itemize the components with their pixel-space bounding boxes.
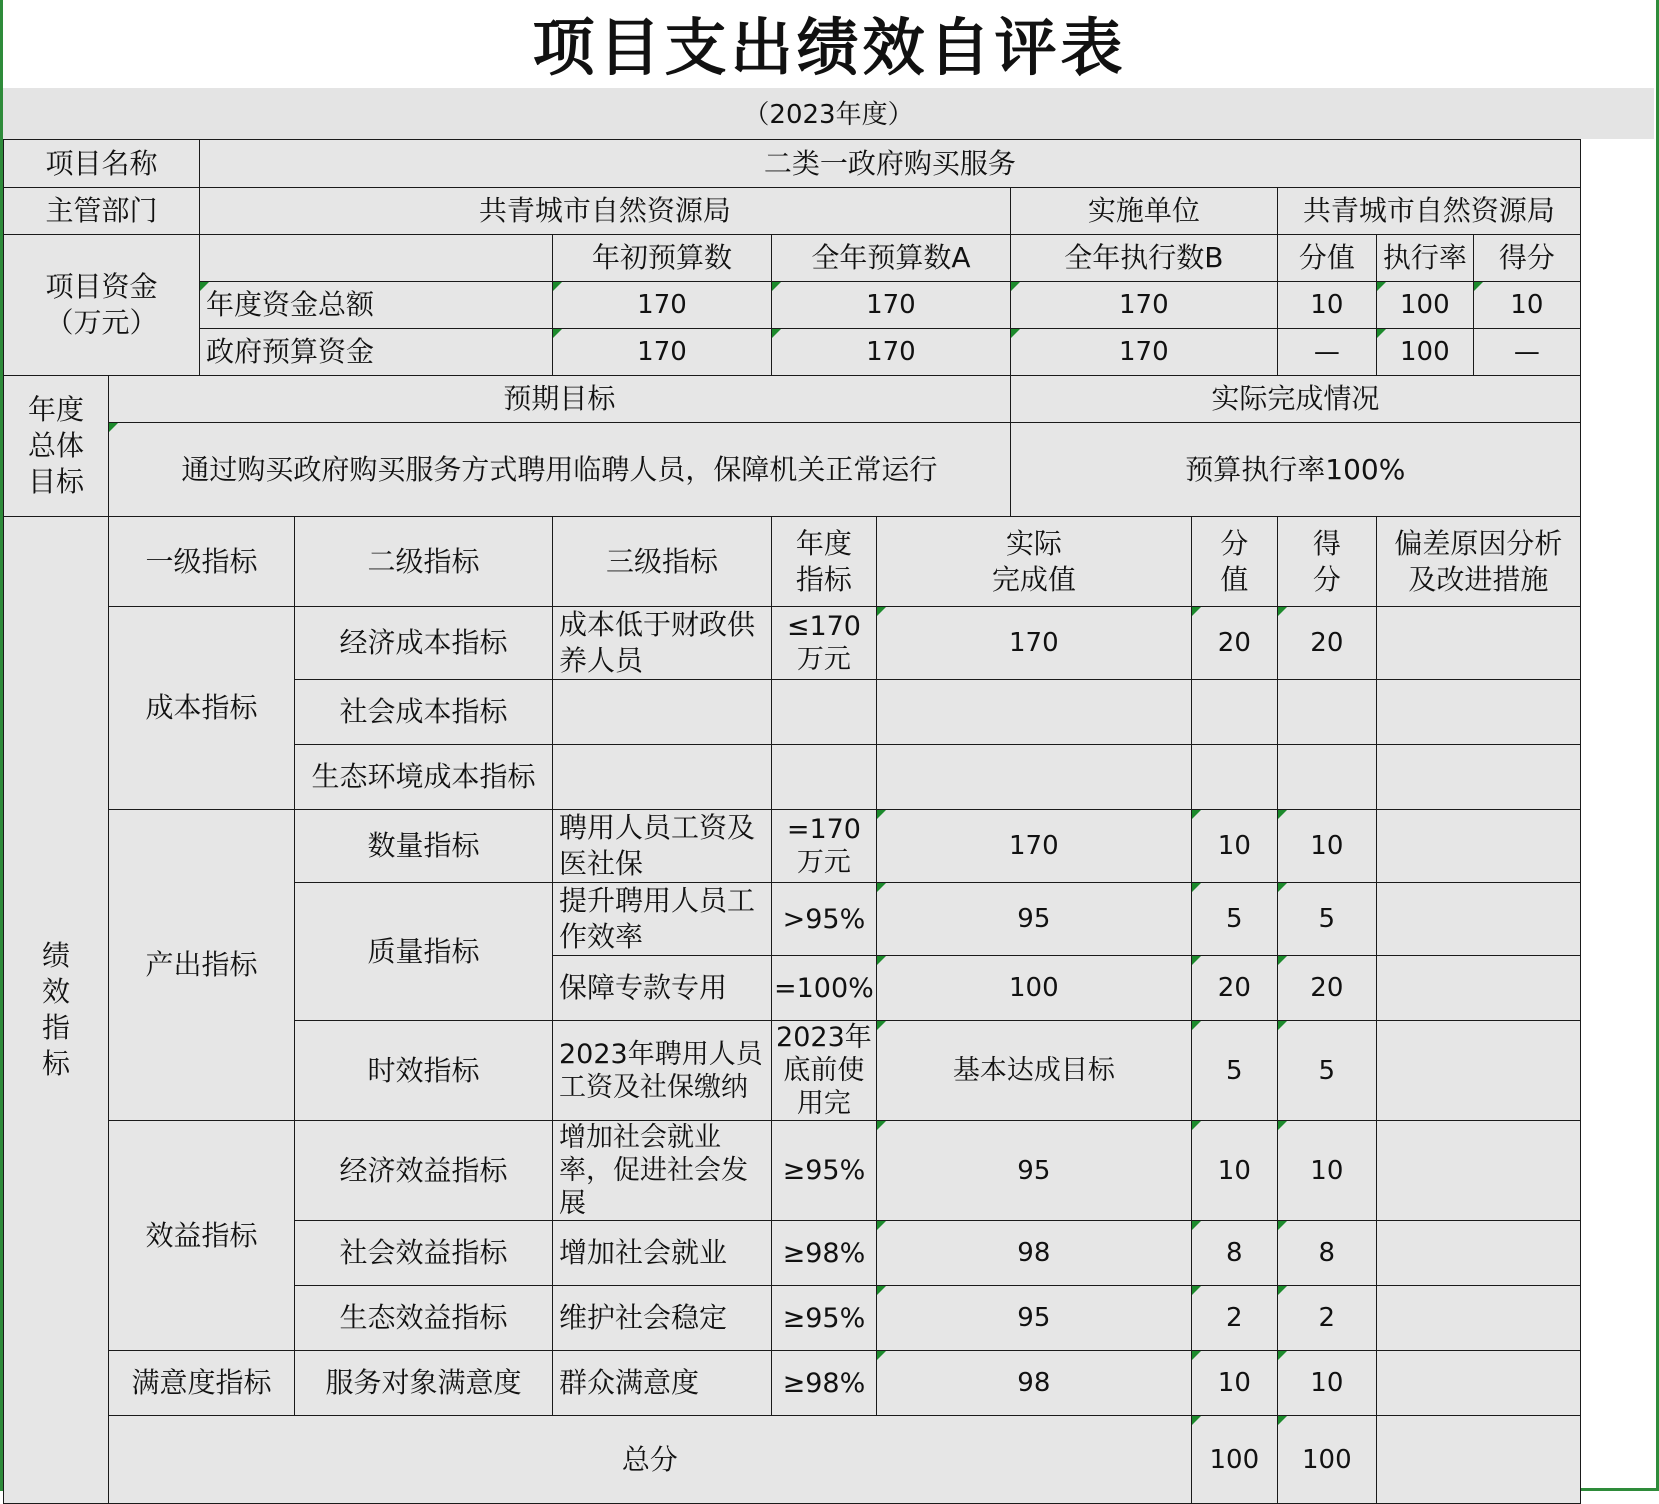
row-note[interactable] xyxy=(1376,883,1580,956)
row-score[interactable] xyxy=(1277,1351,1376,1416)
row-actual-text: 95 xyxy=(1017,1303,1051,1333)
row-level3[interactable]: 成本低于财政供养人员 xyxy=(553,607,772,680)
group-cost: 成本指标 xyxy=(109,607,295,810)
row-weight-text: 10 xyxy=(1217,1155,1251,1186)
row-actual[interactable] xyxy=(876,1351,1191,1416)
row-actual[interactable] xyxy=(876,745,1191,810)
row-target[interactable]: =100% xyxy=(772,956,877,1021)
cell-flag xyxy=(877,1021,886,1030)
row-level3[interactable]: 提升聘用人员工作效率 xyxy=(553,883,772,956)
row-actual[interactable] xyxy=(876,1286,1191,1351)
cell-flag xyxy=(1377,329,1386,338)
total-score[interactable] xyxy=(1277,1416,1376,1504)
cell-flag xyxy=(200,282,209,291)
funds-row-total-executed[interactable] xyxy=(1010,282,1277,329)
goals-label-line1: 年度 xyxy=(27,393,84,426)
cell-flag xyxy=(1377,282,1386,291)
row-level2[interactable]: 数量指标 xyxy=(295,810,553,883)
total-score-text: 100 xyxy=(1302,1444,1352,1475)
funds-row-gov-annual[interactable] xyxy=(772,329,1011,376)
indicators-side-label-2: 效 xyxy=(41,975,70,1008)
cell-flag xyxy=(1278,1121,1287,1130)
row-score-text: 8 xyxy=(1318,1238,1336,1268)
goals-label-line3: 目标 xyxy=(27,465,84,498)
cell-flag xyxy=(1474,282,1483,291)
funds-row-gov-score[interactable]: — xyxy=(1473,329,1580,376)
funds-label xyxy=(4,235,200,376)
row-target[interactable]: =170万元 xyxy=(772,810,877,883)
department-value[interactable]: 共青城市自然资源局 xyxy=(200,188,1011,235)
cell-flag xyxy=(1192,1286,1201,1295)
implementer-value[interactable]: 共青城市自然资源局 xyxy=(1277,188,1580,235)
row-target[interactable]: ≥98% xyxy=(772,1221,877,1286)
funds-label-line2: （万元） xyxy=(45,306,158,339)
row-level3[interactable]: 维护社会稳定 xyxy=(553,1286,772,1351)
cell-flag xyxy=(1192,810,1201,819)
cell-flag xyxy=(1278,883,1287,892)
header-actual-line2: 完成值 xyxy=(991,562,1076,596)
indicators-side-label-3: 指 xyxy=(41,1011,70,1044)
row-target[interactable]: ≤170万元 xyxy=(772,607,877,680)
row-actual-text: 170 xyxy=(1009,628,1059,658)
row-note[interactable] xyxy=(1376,1021,1580,1121)
row-score[interactable] xyxy=(1277,1286,1376,1351)
row-level2[interactable]: 经济成本指标 xyxy=(295,607,553,680)
indicators-side-label-1: 绩 xyxy=(41,939,70,972)
funds-row-total-rate[interactable] xyxy=(1376,282,1473,329)
cell-flag xyxy=(1192,1221,1201,1230)
header-note-line1: 偏差原因分析 xyxy=(1394,526,1563,560)
row-note[interactable] xyxy=(1376,1221,1580,1286)
goals-actual-value[interactable]: 预算执行率100% xyxy=(1010,423,1580,517)
project-name-value[interactable]: 二类一政府购买服务 xyxy=(200,140,1581,188)
cell-flag xyxy=(1278,1416,1287,1425)
row-actual[interactable] xyxy=(876,1121,1191,1221)
cell-flag xyxy=(1192,956,1201,965)
funds-row-total-score[interactable] xyxy=(1473,282,1580,329)
row-weight[interactable] xyxy=(1191,883,1277,956)
row-weight[interactable] xyxy=(1191,1021,1277,1121)
row-level3[interactable]: 聘用人员工资及医社保 xyxy=(553,810,772,883)
row-level3[interactable]: 2023年聘用人员工资及社保缴纳 xyxy=(553,1021,772,1121)
row-actual[interactable] xyxy=(876,1021,1191,1121)
header-weight-line1: 分 xyxy=(1220,526,1249,560)
total-note[interactable] xyxy=(1376,1416,1580,1504)
cell-flag xyxy=(109,423,118,432)
indicators-side-label xyxy=(4,517,109,1504)
cell-flag xyxy=(877,810,886,819)
row-target[interactable]: ≥95% xyxy=(772,1121,877,1221)
row-note[interactable] xyxy=(1376,810,1580,883)
cell-flag xyxy=(1278,1021,1287,1030)
header-target xyxy=(772,517,877,607)
row-note[interactable] xyxy=(1376,680,1580,745)
cell-flag xyxy=(877,607,886,616)
funds-row-gov-executed[interactable] xyxy=(1010,329,1277,376)
header-actual-line1: 实际 xyxy=(1005,526,1062,560)
goals-label xyxy=(4,376,109,517)
cell-flag xyxy=(877,883,886,892)
row-target[interactable]: >95% xyxy=(772,883,877,956)
header-weight-line2: 值 xyxy=(1220,562,1249,596)
row-level2[interactable]: 经济效益指标 xyxy=(295,1121,553,1221)
row-actual[interactable] xyxy=(876,607,1191,680)
header-score-line1: 得 xyxy=(1312,526,1341,560)
funds-row-gov-rate[interactable] xyxy=(1376,329,1473,376)
funds-row-total-score-text: 10 xyxy=(1510,290,1544,320)
funds-header-blank xyxy=(200,235,553,282)
row-score[interactable] xyxy=(1277,680,1376,745)
row-level2[interactable]: 时效指标 xyxy=(295,1021,553,1121)
funds-row-gov-name[interactable]: 政府预算资金 xyxy=(200,329,553,376)
row-score-text: 20 xyxy=(1310,628,1344,658)
row-score-text: 10 xyxy=(1310,1155,1344,1186)
funds-row-gov-annual-text: 170 xyxy=(866,337,916,367)
total-weight[interactable] xyxy=(1191,1416,1277,1504)
cell-flag xyxy=(1192,1351,1201,1360)
row-score[interactable] xyxy=(1277,810,1376,883)
cell-flag xyxy=(1192,883,1201,892)
funds-row-total-name[interactable] xyxy=(200,282,553,329)
total-weight-text: 100 xyxy=(1209,1444,1260,1475)
row-score-text: 20 xyxy=(1310,973,1344,1003)
row-level2[interactable]: 社会效益指标 xyxy=(295,1221,553,1286)
row-weight-text: 5 xyxy=(1226,1055,1243,1086)
indicators-side-label-4: 标 xyxy=(41,1047,70,1080)
row-actual-text: 100 xyxy=(1009,973,1059,1003)
row-note[interactable] xyxy=(1376,1351,1580,1416)
row-weight-text: 2 xyxy=(1226,1303,1243,1333)
row-weight[interactable] xyxy=(1191,1221,1277,1286)
department-label: 主管部门 xyxy=(4,188,200,235)
row-note[interactable] xyxy=(1376,745,1580,810)
header-note-line2: 及改进措施 xyxy=(1408,562,1549,596)
row-score[interactable] xyxy=(1277,1021,1376,1121)
row-weight[interactable] xyxy=(1191,956,1277,1021)
header-target-line2: 指标 xyxy=(795,562,852,596)
funds-label-line1: 项目资金 xyxy=(45,270,158,303)
row-score-text: 10 xyxy=(1310,1368,1344,1398)
funds-row-gov-initial-text: 170 xyxy=(637,337,687,367)
cell-flag xyxy=(877,1121,886,1130)
funds-row-gov-executed-text: 170 xyxy=(1119,337,1169,367)
row-level2[interactable]: 社会成本指标 xyxy=(295,680,553,745)
row-level3[interactable]: 增加社会就业率，促进社会发展 xyxy=(553,1121,772,1221)
cell-flag xyxy=(1192,1021,1201,1030)
row-actual[interactable] xyxy=(876,680,1191,745)
funds-row-gov-initial[interactable] xyxy=(553,329,772,376)
row-note[interactable] xyxy=(1376,1286,1580,1351)
row-weight[interactable] xyxy=(1191,745,1277,810)
row-score[interactable] xyxy=(1277,956,1376,1021)
row-weight[interactable] xyxy=(1191,607,1277,680)
row-note[interactable] xyxy=(1376,956,1580,1021)
funds-header-executed: 全年执行数B xyxy=(1010,235,1277,282)
funds-row-total-initial[interactable] xyxy=(553,282,772,329)
cell-flag xyxy=(772,282,781,291)
funds-row-gov-rate-text: 100 xyxy=(1400,337,1450,367)
funds-header-annual: 全年预算数A xyxy=(772,235,1011,282)
row-level2[interactable]: 质量指标 xyxy=(295,883,553,1021)
header-note xyxy=(1376,517,1580,607)
cell-flag xyxy=(1278,956,1287,965)
page-title: 项目支出绩效自评表 xyxy=(532,11,1127,84)
row-level3[interactable] xyxy=(553,680,772,745)
cell-flag xyxy=(1192,607,1201,616)
cell-flag xyxy=(1278,1286,1287,1295)
header-level2: 二级指标 xyxy=(295,517,553,607)
row-actual[interactable] xyxy=(876,883,1191,956)
header-score-line2: 分 xyxy=(1312,562,1341,596)
row-note[interactable] xyxy=(1376,607,1580,680)
row-weight[interactable] xyxy=(1191,1286,1277,1351)
row-target[interactable]: 2023年底前使用完 xyxy=(772,1021,877,1121)
row-actual-text: 95 xyxy=(1017,904,1051,934)
cell-flag xyxy=(1011,282,1020,291)
row-actual-text: 98 xyxy=(1017,1368,1051,1398)
goals-label-line2: 总体 xyxy=(27,429,84,462)
cell-flag xyxy=(1278,1351,1287,1360)
row-level3[interactable]: 增加社会就业 xyxy=(553,1221,772,1286)
row-weight-text: 20 xyxy=(1217,628,1251,658)
header-level1: 一级指标 xyxy=(109,517,295,607)
group-satisfaction: 满意度指标 xyxy=(109,1351,295,1416)
funds-row-total-annual[interactable] xyxy=(772,282,1011,329)
project-name-label: 项目名称 xyxy=(4,140,200,188)
row-actual-text: 基本达成目标 xyxy=(952,1055,1115,1086)
funds-row-total-rate-text: 100 xyxy=(1400,290,1450,320)
header-target-line1: 年度 xyxy=(795,526,852,560)
cell-flag xyxy=(553,329,562,338)
row-weight[interactable] xyxy=(1191,1121,1277,1221)
cell-flag xyxy=(553,282,562,291)
row-weight-text: 20 xyxy=(1217,973,1251,1003)
cell-flag xyxy=(877,1351,886,1360)
cell-flag xyxy=(877,956,886,965)
implementer-label: 实施单位 xyxy=(1010,188,1277,235)
goals-expected-label: 预期目标 xyxy=(109,376,1011,423)
row-actual-text: 95 xyxy=(1017,1155,1051,1186)
cell-flag xyxy=(1192,1416,1201,1425)
header-score xyxy=(1277,517,1376,607)
row-weight-text: 10 xyxy=(1217,831,1251,861)
funds-row-total-annual-text: 170 xyxy=(866,290,916,320)
row-score[interactable] xyxy=(1277,745,1376,810)
row-level3[interactable]: 群众满意度 xyxy=(553,1351,772,1416)
funds-row-total-weight[interactable]: 10 xyxy=(1277,282,1376,329)
funds-row-total-name-text: 年度资金总额 xyxy=(206,288,375,321)
goals-expected-text: 通过购买政府购买服务方式聘用临聘人员，保障机关正常运行 xyxy=(181,452,938,486)
row-score[interactable] xyxy=(1277,1221,1376,1286)
row-actual-text: 170 xyxy=(1009,831,1059,861)
funds-row-total-initial-text: 170 xyxy=(637,290,687,320)
cell-flag xyxy=(877,1221,886,1230)
total-label: 总分 xyxy=(109,1416,1192,1504)
row-score[interactable] xyxy=(1277,1121,1376,1221)
row-actual[interactable] xyxy=(876,1221,1191,1286)
row-level2[interactable]: 生态效益指标 xyxy=(295,1286,553,1351)
header-weight xyxy=(1191,517,1277,607)
row-level2[interactable]: 服务对象满意度 xyxy=(295,1351,553,1416)
cell-flag xyxy=(772,329,781,338)
funds-row-gov-weight[interactable]: — xyxy=(1277,329,1376,376)
group-output: 产出指标 xyxy=(109,810,295,1121)
funds-header-score: 得分 xyxy=(1473,235,1580,282)
evaluation-table xyxy=(3,139,1581,1504)
row-target[interactable] xyxy=(772,680,877,745)
cell-flag xyxy=(1278,1221,1287,1230)
row-weight-text: 10 xyxy=(1217,1368,1251,1398)
row-weight[interactable] xyxy=(1191,680,1277,745)
row-score[interactable] xyxy=(1277,883,1376,956)
row-level3[interactable] xyxy=(553,745,772,810)
header-level3: 三级指标 xyxy=(553,517,772,607)
row-note[interactable] xyxy=(1376,1121,1580,1221)
row-actual-text: 98 xyxy=(1017,1238,1051,1268)
row-level2[interactable]: 生态环境成本指标 xyxy=(295,745,553,810)
row-weight[interactable] xyxy=(1191,810,1277,883)
funds-header-initial: 年初预算数 xyxy=(553,235,772,282)
funds-row-total-executed-text: 170 xyxy=(1119,290,1169,320)
row-actual[interactable] xyxy=(876,810,1191,883)
row-score-text: 10 xyxy=(1310,831,1344,861)
row-target[interactable]: ≥95% xyxy=(772,1286,877,1351)
header-actual xyxy=(876,517,1191,607)
funds-header-weight: 分值 xyxy=(1277,235,1376,282)
row-weight-text: 5 xyxy=(1226,904,1243,934)
row-score-text: 5 xyxy=(1318,904,1336,934)
cell-flag xyxy=(1192,1121,1201,1130)
group-benefit: 效益指标 xyxy=(109,1121,295,1351)
cell-flag xyxy=(877,1286,886,1295)
cell-flag xyxy=(1278,810,1287,819)
cell-flag xyxy=(1278,607,1287,616)
row-target[interactable] xyxy=(772,745,877,810)
row-level3[interactable]: 保障专款专用 xyxy=(553,956,772,1021)
row-score-text: 5 xyxy=(1318,1055,1336,1086)
row-target[interactable]: ≥98% xyxy=(772,1351,877,1416)
row-weight-text: 8 xyxy=(1226,1238,1243,1268)
row-score-text: 2 xyxy=(1318,1303,1336,1333)
funds-header-rate: 执行率 xyxy=(1376,235,1473,282)
cell-flag xyxy=(1011,329,1020,338)
row-actual[interactable] xyxy=(876,956,1191,1021)
row-weight[interactable] xyxy=(1191,1351,1277,1416)
goals-actual-label: 实际完成情况 xyxy=(1010,376,1580,423)
year-label: （2023年度） xyxy=(3,88,1654,139)
goals-expected-value[interactable] xyxy=(109,423,1011,517)
row-score[interactable] xyxy=(1277,607,1376,680)
